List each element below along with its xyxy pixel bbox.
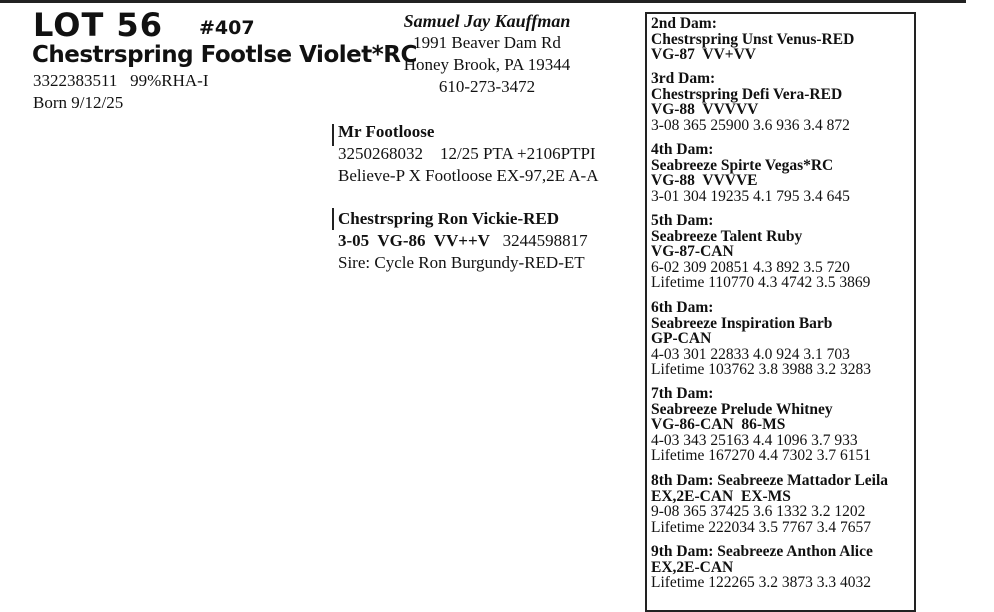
dam-2nd-name: Chestrspring Unst Venus-RED xyxy=(651,30,855,48)
pedigree-bracket-dam xyxy=(332,208,334,230)
dam-7th-name: Seabreeze Prelude Whitney xyxy=(651,400,833,418)
dam-9th-class: EX,2E-CAN xyxy=(651,558,734,576)
dam-7th-record: 4-03 343 25163 4.4 1096 3.7 933 xyxy=(651,431,858,449)
dam-6th-name: Seabreeze Inspiration Barb xyxy=(651,314,833,332)
dam-reg-number: 3244598817 xyxy=(502,231,588,250)
dam-7th-lifetime: Lifetime 167270 4.4 7302 3.7 6151 xyxy=(651,447,871,464)
lot-number: #407 xyxy=(199,17,255,39)
animal-name: Chestrspring Footlse Violet*RC xyxy=(32,42,417,68)
dam-4th-title: 4th Dam: xyxy=(651,141,714,158)
dam-3rd-class: VG-88 VVVVV xyxy=(651,101,759,118)
dam-4th-name: Seabreeze Spirte Vegas*RC xyxy=(651,156,834,174)
dam-3rd-title: 3rd Dam: xyxy=(651,70,716,87)
dam-8th-entry xyxy=(651,473,888,535)
sire-pta: 12/25 PTA +2106PTPI xyxy=(440,144,596,163)
dam-7th-class: VG-86-CAN 86-MS xyxy=(651,416,786,433)
animal-birth-date: Born 9/12/25 xyxy=(33,93,124,112)
dam-5th-entry xyxy=(651,213,870,291)
consignor-city: Honey Brook, PA 19344 xyxy=(403,55,571,74)
dam-7th-entry xyxy=(651,386,871,464)
sire-block xyxy=(338,121,598,187)
dam-2nd-class: VG-87 VV+VV xyxy=(651,46,756,63)
sire-pedigree: Believe-P X Footloose EX-97,2E A-A xyxy=(338,166,599,185)
top-border-line xyxy=(0,0,966,3)
dam-2nd-title: 2nd Dam: xyxy=(651,15,717,32)
animal-registration xyxy=(33,71,209,91)
dam-9th-lifetime: Lifetime 122265 3.2 3873 3.3 4032 xyxy=(651,574,871,591)
dam-3rd-record: 3-08 365 25900 3.6 936 3.4 872 xyxy=(651,116,850,134)
dam-classification: 3-05 VG-86 VV++V xyxy=(338,231,490,250)
dam-4th-entry xyxy=(651,142,850,204)
dam-5th-class: VG-87-CAN xyxy=(651,243,734,260)
dam-info xyxy=(338,230,588,252)
dam-8th-class: EX,2E-CAN EX-MS xyxy=(651,487,791,505)
dam-3rd-name: Chestrspring Defi Vera-RED xyxy=(651,85,843,103)
lot-label: LOT 56 xyxy=(33,6,163,44)
dam-sire-line: Sire: Cycle Ron Burgundy-RED-ET xyxy=(338,253,585,272)
animal-reg-number: 3322383511 xyxy=(33,71,118,90)
consignor-phone: 610-273-3472 xyxy=(438,77,536,96)
dam-7th-title: 7th Dam: xyxy=(651,385,714,402)
consignor-block xyxy=(386,10,588,98)
pedigree-bracket-sire xyxy=(332,124,334,146)
dam-5th-name: Seabreeze Talent Ruby xyxy=(651,227,803,245)
dam-6th-title: 6th Dam: xyxy=(651,299,714,316)
dam-4th-class: VG-88 VVVVE xyxy=(651,172,758,189)
dam-5th-lifetime: Lifetime 110770 4.3 4742 3.5 3869 xyxy=(651,274,871,291)
sire-name: Mr Footloose xyxy=(338,122,435,141)
dam-8th-title: 8th Dam: Seabreeze Mattador Leila xyxy=(651,472,889,489)
dam-6th-class: GP-CAN xyxy=(651,330,712,347)
dam-name: Chestrspring Ron Vickie-RED xyxy=(338,209,560,228)
dam-4th-record: 3-01 304 19235 4.1 795 3.4 645 xyxy=(651,187,850,205)
dam-9th-title: 9th Dam: Seabreeze Anthon Alice xyxy=(651,543,873,560)
dam-8th-lifetime: Lifetime 222034 3.5 7767 3.4 7657 xyxy=(651,518,871,536)
dam-3rd-entry xyxy=(651,71,850,133)
dam-8th-record: 9-08 365 37425 3.6 1332 3.2 1202 xyxy=(651,503,866,520)
animal-breed-percent: 99%RHA-I xyxy=(130,71,209,90)
dam-6th-record: 4-03 301 22833 4.0 924 3.1 703 xyxy=(651,345,850,363)
dam-6th-entry xyxy=(651,300,871,378)
sire-reg-number: 3250268032 xyxy=(338,144,423,163)
consignor-name: Samuel Jay Kauffman xyxy=(403,11,571,31)
sire-info xyxy=(338,143,598,165)
dam-2nd-entry xyxy=(651,16,854,63)
dam-block xyxy=(338,208,588,274)
dam-5th-record: 6-02 309 20851 4.3 892 3.5 720 xyxy=(651,258,850,276)
dam-5th-title: 5th Dam: xyxy=(651,212,714,229)
dam-6th-lifetime: Lifetime 103762 3.8 3988 3.2 3283 xyxy=(651,361,871,378)
consignor-address: 1991 Beaver Dam Rd xyxy=(413,33,561,52)
